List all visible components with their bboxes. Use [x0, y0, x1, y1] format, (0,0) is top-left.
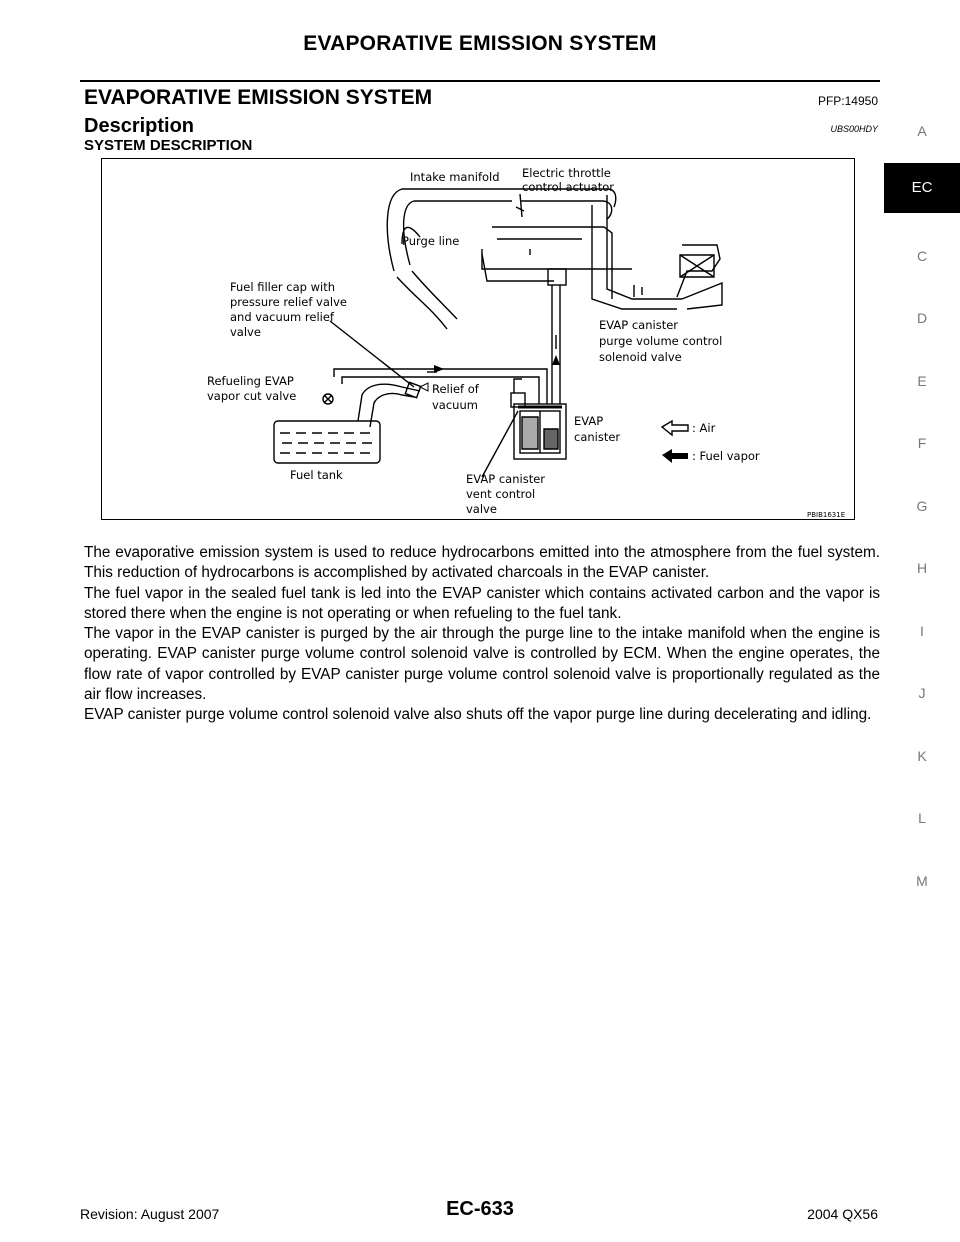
diagram-svg: [102, 159, 853, 518]
air-duct-top: [520, 201, 612, 219]
label-purge-valve-3: solenoid valve: [599, 350, 682, 364]
running-header: EVAPORATIVE EMISSION SYSTEM: [303, 32, 657, 55]
label-vent-valve-1: EVAP canister: [466, 472, 546, 486]
legend-air-label: : Air: [692, 421, 716, 435]
label-electric-throttle-2: control actuator: [522, 180, 615, 194]
reference-code: UBS00HDY: [830, 124, 878, 134]
clamp-marks: [634, 285, 642, 297]
label-fuel-tank: Fuel tank: [290, 468, 343, 482]
air-cleaner-x: [680, 255, 714, 277]
intake-runner-2: [412, 271, 457, 319]
footer-revision: Revision: August 2007: [80, 1206, 220, 1222]
index-tab-m[interactable]: M: [916, 872, 928, 889]
index-tab-i[interactable]: I: [920, 622, 924, 639]
index-tab-a[interactable]: A: [917, 123, 927, 140]
fuel-level: [280, 433, 374, 453]
label-relief-1: Relief of: [432, 382, 479, 396]
subsection-title: Description: [84, 115, 195, 137]
paragraph: The evaporative emission system is used to reduce hydrocarbons emitted into the atmosphere from the fuel system. This reduction of hydrocarbons is accomplished by activated charcoals in the EVAP canister.: [84, 544, 880, 582]
index-tab-k[interactable]: K: [917, 747, 927, 764]
intake-manifold-inner: [404, 201, 512, 265]
filler-neck-2: [370, 393, 414, 427]
purge-line-lower: [482, 254, 554, 281]
index-tab-g[interactable]: G: [916, 497, 928, 514]
index-tab-j[interactable]: J: [918, 685, 926, 702]
system-description-heading: SYSTEM DESCRIPTION: [84, 137, 253, 154]
paragraph: The fuel vapor in the sealed fuel tank is led into the EVAP canister which contains activated carbon and the vapor is stored there when the engine is not operating or when refueling to the fuel tank.: [84, 584, 880, 622]
label-vent-valve-3: valve: [466, 502, 497, 516]
part-number: PFP:14950: [817, 94, 878, 108]
header-rule: [80, 80, 880, 82]
index-tab-c[interactable]: C: [916, 247, 928, 264]
air-duct: [607, 195, 682, 299]
label-refuel-cut-2: vapor cut valve: [207, 389, 297, 403]
flow-arrow-vapor-2: [434, 365, 444, 373]
intake-runner: [397, 277, 447, 329]
label-purge-valve-1: EVAP canister: [599, 318, 679, 332]
vent-valve: [511, 393, 525, 407]
label-filler-cap-4: valve: [230, 325, 261, 339]
index-tab-f[interactable]: F: [917, 435, 927, 452]
canister-carbon: [544, 429, 558, 449]
paragraph: The vapor in the EVAP canister is purged by the air through the purge line to the intake manifold when the engine is operating. EVAP canister purge volume control solenoid valve is controlled by ECM. When the engine operates, the flow rate of vapor controlled by EVAP canister purge volume control solenoid valve is proportionally regulated as the air flow increases.: [84, 625, 880, 704]
purge-line-upper: [482, 249, 632, 269]
label-filler-cap-3: and vacuum relief: [230, 310, 334, 324]
purge-solenoid-body: [548, 269, 566, 285]
vent-pipe: [514, 379, 522, 393]
index-tab-h[interactable]: H: [916, 560, 928, 577]
vent-leader: [482, 411, 518, 477]
footer-page-number: EC-633: [446, 1198, 514, 1220]
label-purge-valve-2: purge volume control: [599, 334, 723, 348]
index-tab-d[interactable]: D: [916, 310, 928, 327]
air-cleaner-lower: [682, 283, 722, 309]
label-electric-throttle-1: Electric throttle: [522, 166, 611, 180]
relief-arrow: [420, 383, 428, 391]
label-canister-2: canister: [574, 430, 621, 444]
index-tab-ec[interactable]: EC: [884, 163, 960, 213]
label-refuel-cut-1: Refueling EVAP: [207, 374, 294, 388]
flow-arrow-vapor-1: [552, 355, 560, 365]
label-filler-cap-2: pressure relief valve: [230, 295, 347, 309]
label-canister-1: EVAP: [574, 414, 604, 428]
label-filler-cap-1: Fuel filler cap with: [230, 280, 336, 294]
label-purge-line: Purge line: [402, 234, 460, 248]
label-relief-2: vacuum: [432, 398, 478, 412]
figure-id: PBIB1631E: [807, 511, 846, 518]
body-text: [84, 543, 880, 726]
legend-air-arrow: [662, 421, 688, 435]
label-intake-manifold: Intake manifold: [410, 170, 500, 184]
paragraph: EVAP canister purge volume control solenoid valve also shuts off the vapor purge line during decelerating and idling.: [84, 706, 872, 724]
canister-carbon-2: [522, 417, 538, 449]
index-tab-e[interactable]: E: [917, 372, 927, 389]
evap-system-diagram: [101, 158, 855, 520]
label-vent-valve-2: vent control: [466, 487, 536, 501]
section-index-tabs: [884, 100, 960, 912]
legend-vapor-arrow: [662, 449, 688, 463]
legend-vapor-label: : Fuel vapor: [692, 449, 760, 463]
throttle-stem: [516, 194, 524, 217]
filler-neck: [358, 384, 420, 421]
section-title: EVAPORATIVE EMISSION SYSTEM: [84, 86, 433, 109]
cut-valve-x: [324, 395, 332, 403]
index-tab-l[interactable]: L: [918, 810, 926, 827]
footer-model: 2004 QX56: [807, 1206, 878, 1222]
fuel-tank: [274, 421, 380, 463]
